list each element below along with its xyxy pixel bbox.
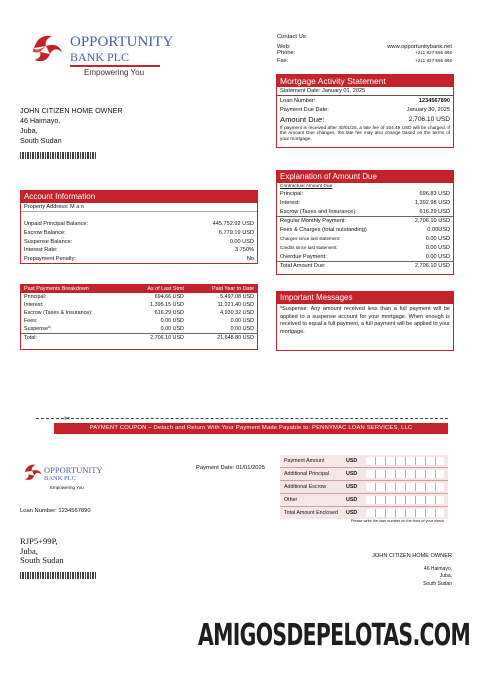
recipient-name: JOHN CITIZEN HOME OWNER bbox=[372, 553, 452, 559]
table-row-total bbox=[21, 334, 257, 343]
important-title: Important Messages bbox=[277, 292, 453, 304]
bank-tagline-bar bbox=[70, 65, 160, 67]
bank-name-line1: OPPORTUNITY bbox=[70, 34, 174, 50]
account-label: Prepayment Penalty: bbox=[24, 256, 76, 263]
account-label: Suspense Balance: bbox=[24, 238, 73, 245]
explanation-subtitle: Contractual Amount Due bbox=[280, 184, 333, 189]
bank-logo bbox=[26, 32, 176, 78]
account-box bbox=[20, 190, 258, 264]
watermark: AMIGOSDEPELOTAS.COM bbox=[198, 618, 471, 653]
amount-input[interactable] bbox=[366, 457, 444, 465]
coupon-tagline: Empowering You bbox=[50, 485, 84, 490]
table-row bbox=[21, 317, 257, 325]
important-box bbox=[276, 291, 454, 351]
regular-payment-label: Regular Monthly Payment: bbox=[280, 218, 346, 225]
coupon-label: Payment Amount bbox=[284, 458, 325, 464]
fax-label: Fax: bbox=[277, 58, 289, 64]
row-value: 1,395.15 USD bbox=[150, 302, 184, 308]
recipient-city: Juba, bbox=[439, 573, 452, 580]
coupon-currency: USD bbox=[346, 471, 358, 477]
row-value: 0.00 USD bbox=[230, 326, 254, 332]
overdue-label: Overdue Payment: bbox=[280, 253, 327, 260]
customer-country: South Sudan bbox=[20, 136, 62, 145]
fees-value: 0.00USD bbox=[427, 227, 450, 234]
charges-label: Charges since last statement: bbox=[280, 235, 341, 241]
row-label: Principal: bbox=[24, 294, 47, 300]
web-link[interactable]: www.opportunitybank.net bbox=[387, 44, 452, 50]
coupon-label: Additional Principal bbox=[284, 471, 330, 477]
overdue-value: 0.00 USD bbox=[425, 253, 450, 260]
return-addr1: RJP5+99P, bbox=[20, 536, 58, 546]
coupon-loan-number: Loan Number: 1234567890 bbox=[20, 508, 91, 514]
coupon-row bbox=[280, 455, 448, 468]
statement-title: Mortgage Activity Statement bbox=[277, 75, 453, 87]
scissors-icon: ✂ bbox=[64, 414, 71, 423]
loan-number: 1234567890 bbox=[418, 98, 450, 104]
table-row bbox=[21, 325, 257, 334]
charges-value: 0.00 USD bbox=[425, 235, 450, 242]
header-cell: As of Last Stmt bbox=[147, 286, 184, 292]
coupon-row bbox=[280, 507, 448, 519]
amount-due: 2,706.10 USD bbox=[408, 115, 450, 123]
recipient-address bbox=[423, 566, 452, 588]
header-cell: Paid Year to Date bbox=[212, 286, 254, 292]
coupon-currency: USD bbox=[346, 458, 358, 464]
coupon-row bbox=[280, 494, 448, 507]
past-payments-header bbox=[21, 285, 257, 293]
customer-city: Juba, bbox=[20, 126, 38, 135]
row-label: Escrow (Taxes & Insurance): bbox=[24, 310, 93, 316]
coupon-currency: USD bbox=[346, 484, 358, 490]
late-fee-note: If payment is received after 30/01/25, a late fee of 104.49 USD will be charged. If the Amount Due changes, the late fee may also change based on the terms of your mortgage. bbox=[280, 124, 450, 141]
row-value: 616.29 USD bbox=[154, 310, 184, 316]
postal-barcode bbox=[20, 152, 96, 159]
statement-box bbox=[276, 74, 454, 148]
coupon-banner: PAYMENT COUPON – Detach and Return With Your Payment Made Payable to: PENNYMAC LOAN SERVICES, LLC bbox=[54, 423, 448, 434]
explanation-value: 1,392.98 USD bbox=[414, 199, 450, 206]
return-country: South Sudan bbox=[20, 555, 64, 565]
row-value: 21,648.80 USD bbox=[217, 335, 254, 341]
explanation-value: 696.83 USD bbox=[419, 191, 450, 197]
past-payments-table bbox=[21, 285, 257, 342]
header-cell: Past Payments Breakdown bbox=[24, 286, 89, 292]
customer-address1: 46 Haimayo, bbox=[20, 116, 61, 125]
coupon-label: Additional Escrow bbox=[284, 484, 327, 490]
bank-tagline: Empowering You bbox=[84, 68, 145, 77]
account-value: 6,779.19 USD bbox=[218, 229, 254, 236]
detach-line bbox=[36, 418, 448, 419]
coupon-logo-line1: OPPORTUNITY bbox=[44, 465, 103, 475]
explanation-label: Principal: bbox=[280, 191, 304, 197]
row-value: 11,221.40 USD bbox=[217, 302, 254, 308]
account-value: 3.750% bbox=[235, 247, 254, 254]
fax-value: +211 927 555 666 bbox=[415, 58, 452, 63]
credits-label: Credits since last statement: bbox=[280, 244, 338, 250]
table-row bbox=[21, 293, 257, 301]
explanation-title: Explanation of Amount Due bbox=[277, 171, 453, 183]
customer-name: JOHN CITIZEN HOME OWNER bbox=[20, 106, 123, 115]
recipient-country: South Sudan bbox=[423, 580, 452, 587]
coupon-currency: USD bbox=[346, 497, 358, 503]
row-value: 0.00 USD bbox=[160, 326, 184, 332]
recipient-addr1: 46 Haimayo, bbox=[423, 566, 452, 572]
row-label: Interest: bbox=[24, 302, 44, 308]
row-value: 0.00 USD bbox=[160, 318, 184, 324]
regular-payment-value: 2,706.10 USD bbox=[414, 218, 450, 225]
coupon-footnote: Please write the loan number on the front of your check bbox=[350, 519, 444, 523]
total-due-label: Total Amount Due: bbox=[280, 263, 326, 270]
account-value: No bbox=[246, 256, 254, 263]
coupon-row bbox=[280, 468, 448, 481]
credits-value: 0.00 USD bbox=[425, 244, 450, 251]
coupon-label: Total Amount Enclosed bbox=[284, 510, 338, 516]
fees-label: Fees & Charges (total outstanding) bbox=[280, 227, 367, 234]
phone-label: Phone: bbox=[277, 50, 296, 56]
coupon-logo-line2: BANK PLC bbox=[44, 475, 76, 482]
property-address: Property Address: M a n bbox=[21, 203, 257, 212]
table-row bbox=[21, 309, 257, 317]
row-value: 2,706.10 USD bbox=[150, 335, 184, 341]
coupon-logo-icon bbox=[20, 462, 44, 482]
return-barcode bbox=[20, 572, 96, 579]
coupon-logo bbox=[20, 462, 120, 494]
row-label: Total: bbox=[24, 335, 37, 341]
amount-input[interactable] bbox=[366, 496, 444, 504]
due-date-label: Payment Due Date: bbox=[280, 106, 329, 113]
account-label: Interest Rate: bbox=[24, 247, 58, 254]
return-city: Juba, bbox=[20, 545, 38, 556]
amount-input[interactable] bbox=[366, 509, 444, 517]
amount-due-label: Amount Due: bbox=[280, 114, 325, 124]
row-label: Suspense*: bbox=[24, 326, 52, 332]
coupon-payment-date: Payment Date: 01/01/2025 bbox=[196, 465, 265, 471]
explanation-label: Escrow (Taxes and Insurance): bbox=[280, 208, 357, 215]
bank-logo-icon bbox=[26, 32, 66, 64]
phone-value: +211 927 555 666 bbox=[415, 50, 452, 55]
important-body: *Suspense: Any amount received less than a full payment will be applied to a suspense account for your mortgage. When enough is received to equal a full payment, a full payment will be applied to your mortgage. bbox=[280, 306, 450, 335]
row-value: 0.00 USD bbox=[230, 318, 254, 324]
account-title: Account Information bbox=[21, 191, 257, 203]
return-address bbox=[20, 537, 64, 566]
total-due-value: 2,706.10 USD bbox=[414, 263, 450, 270]
amount-input[interactable] bbox=[366, 483, 444, 491]
contact-title: Contact Us: bbox=[277, 34, 308, 40]
contact-block bbox=[277, 34, 452, 64]
row-value: 694.66 USD bbox=[154, 294, 184, 300]
amount-input[interactable] bbox=[366, 470, 444, 478]
past-payments-box bbox=[20, 284, 258, 350]
bank-name-line2: BANK PLC bbox=[70, 50, 130, 64]
customer-address bbox=[20, 106, 123, 146]
row-value: 5,497.08 USD bbox=[220, 294, 254, 300]
statement-date: Statement Date: January 01, 2025 bbox=[277, 87, 453, 96]
row-label: Fees: bbox=[24, 318, 38, 324]
account-label: Unpaid Principal Balance: bbox=[24, 221, 89, 227]
table-row bbox=[21, 301, 257, 309]
explanation-label: Interest: bbox=[280, 199, 301, 206]
loan-number-label: Loan Number: bbox=[280, 98, 316, 104]
web-label: Web: bbox=[277, 44, 291, 50]
account-label: Escrow Balance: bbox=[24, 229, 66, 236]
account-value: 445,752.92 USD bbox=[212, 221, 254, 227]
coupon-currency: USD bbox=[346, 510, 358, 516]
coupon-row bbox=[280, 481, 448, 494]
explanation-box bbox=[276, 170, 454, 275]
account-value: 0.00 USD bbox=[229, 238, 254, 245]
row-value: 4,930.32 USD bbox=[220, 310, 254, 316]
coupon-payment-grid bbox=[280, 455, 448, 523]
explanation-value: 616.29 USD bbox=[419, 208, 450, 215]
due-date: January 30, 2025 bbox=[406, 106, 450, 113]
coupon-label: Other bbox=[284, 497, 298, 503]
